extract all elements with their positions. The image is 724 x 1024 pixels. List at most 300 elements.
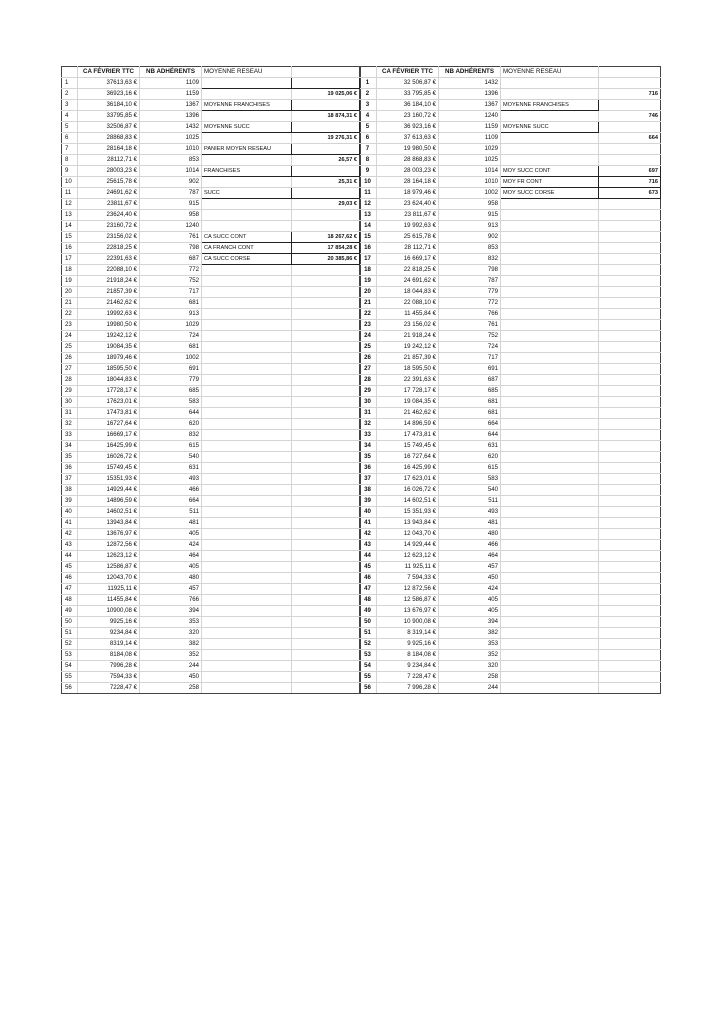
table-row — [62, 672, 360, 683]
row-index: 54 — [361, 661, 377, 672]
ca-fevrier-cell: 22088,10 € — [78, 265, 140, 276]
summary-value-cell — [599, 661, 661, 672]
nb-adherents-cell: 620 — [439, 452, 501, 463]
ca-fevrier-cell: 28 868,83 € — [377, 155, 439, 166]
summary-label-cell: MOYENNE FRANCHISES — [501, 100, 599, 111]
summary-label-cell — [202, 408, 292, 419]
summary-value-cell — [292, 331, 360, 342]
ca-fevrier-cell: 8319,14 € — [78, 639, 140, 650]
nb-adherents-cell: 1109 — [140, 78, 202, 89]
summary-label-cell — [202, 353, 292, 364]
summary-value-cell — [292, 298, 360, 309]
summary-value-cell — [599, 529, 661, 540]
summary-value-cell — [292, 452, 360, 463]
row-index: 48 — [62, 595, 78, 606]
summary-label-cell — [501, 89, 599, 100]
summary-label-cell — [501, 562, 599, 573]
summary-label-cell — [202, 364, 292, 375]
nb-adherents-cell: 915 — [439, 210, 501, 221]
summary-value-cell — [599, 342, 661, 353]
row-index: 28 — [62, 375, 78, 386]
nb-adherents-header: NB ADHÉRENTS — [439, 67, 501, 78]
nb-adherents-cell: 466 — [439, 540, 501, 551]
table-row — [361, 298, 661, 309]
summary-label-cell — [501, 221, 599, 232]
summary-label-cell — [202, 584, 292, 595]
ca-fevrier-cell: 23811,67 € — [78, 199, 140, 210]
summary-value-cell — [599, 265, 661, 276]
summary-value-cell: 18 874,31 € — [292, 111, 360, 122]
ca-fevrier-cell: 21 857,39 € — [377, 353, 439, 364]
summary-value-cell — [292, 496, 360, 507]
row-index: 41 — [361, 518, 377, 529]
nb-adherents-header: NB ADHÉRENTS — [140, 67, 202, 78]
nb-adherents-cell: 480 — [140, 573, 202, 584]
ca-fevrier-cell: 22818,25 € — [78, 243, 140, 254]
nb-adherents-cell: 913 — [140, 309, 202, 320]
summary-label-cell — [202, 177, 292, 188]
ca-fevrier-cell: 21 462,62 € — [377, 408, 439, 419]
table-row — [62, 584, 360, 595]
summary-label-cell — [202, 89, 292, 100]
summary-label-cell — [501, 672, 599, 683]
table-row — [361, 144, 661, 155]
row-index: 8 — [62, 155, 78, 166]
row-index: 30 — [62, 397, 78, 408]
row-index: 55 — [62, 672, 78, 683]
ca-fevrier-cell: 22 818,25 € — [377, 265, 439, 276]
summary-value-cell — [599, 144, 661, 155]
summary-label-cell — [501, 485, 599, 496]
summary-label-cell — [202, 111, 292, 122]
row-index: 52 — [361, 639, 377, 650]
table-row — [62, 661, 360, 672]
row-index: 44 — [62, 551, 78, 562]
row-index: 25 — [361, 342, 377, 353]
table-row — [361, 683, 661, 694]
row-index: 16 — [62, 243, 78, 254]
ca-fevrier-cell: 13 676,97 € — [377, 606, 439, 617]
table-row — [62, 166, 360, 177]
summary-value-cell — [599, 463, 661, 474]
nb-adherents-cell: 1367 — [140, 100, 202, 111]
row-index: 34 — [361, 441, 377, 452]
summary-label-cell: PANIER MOYEN RESEAU — [202, 144, 292, 155]
nb-adherents-cell: 853 — [439, 243, 501, 254]
summary-value-cell — [599, 639, 661, 650]
ca-fevrier-cell: 19980,50 € — [78, 320, 140, 331]
row-index: 22 — [361, 309, 377, 320]
summary-label-cell — [501, 254, 599, 265]
summary-value-cell — [292, 617, 360, 628]
summary-label-cell: MOY FR CONT — [501, 177, 599, 188]
nb-adherents-cell: 691 — [140, 364, 202, 375]
table-row — [62, 254, 360, 265]
ca-fevrier-cell: 33795,85 € — [78, 111, 140, 122]
summary-value-cell — [292, 661, 360, 672]
nb-adherents-cell: 511 — [439, 496, 501, 507]
ca-fevrier-cell: 16 669,17 € — [377, 254, 439, 265]
row-index: 11 — [62, 188, 78, 199]
ca-fevrier-cell: 24691,62 € — [78, 188, 140, 199]
nb-adherents-cell: 1002 — [140, 353, 202, 364]
ca-fevrier-cell: 36923,16 € — [78, 89, 140, 100]
ca-fevrier-cell: 7 228,47 € — [377, 672, 439, 683]
ca-fevrier-cell: 16 425,99 € — [377, 463, 439, 474]
ca-fevrier-cell: 21857,39 € — [78, 287, 140, 298]
ca-fevrier-cell: 14896,59 € — [78, 496, 140, 507]
summary-label-cell — [202, 331, 292, 342]
row-index: 53 — [361, 650, 377, 661]
nb-adherents-cell: 457 — [439, 562, 501, 573]
summary-value-cell — [292, 144, 360, 155]
nb-adherents-cell: 717 — [439, 353, 501, 364]
summary-label-cell — [501, 408, 599, 419]
table-row — [361, 287, 661, 298]
nb-adherents-cell: 1396 — [140, 111, 202, 122]
table-row — [62, 419, 360, 430]
table-row — [361, 331, 661, 342]
ca-fevrier-cell: 11455,84 € — [78, 595, 140, 606]
table-row — [361, 111, 661, 122]
summary-label-cell — [501, 683, 599, 694]
summary-label-cell — [501, 155, 599, 166]
summary-label-cell — [501, 386, 599, 397]
nb-adherents-cell: 244 — [439, 683, 501, 694]
ca-fevrier-cell: 12 623,12 € — [377, 551, 439, 562]
row-index: 20 — [361, 287, 377, 298]
ca-fevrier-cell: 28868,83 € — [78, 133, 140, 144]
table-row — [62, 342, 360, 353]
table-row — [62, 199, 360, 210]
row-index: 20 — [62, 287, 78, 298]
summary-label-cell — [501, 639, 599, 650]
summary-value-cell — [599, 441, 661, 452]
nb-adherents-cell: 394 — [439, 617, 501, 628]
nb-adherents-cell: 258 — [439, 672, 501, 683]
row-index: 31 — [361, 408, 377, 419]
table-row — [361, 584, 661, 595]
summary-value-cell: 746 — [599, 111, 661, 122]
nb-adherents-cell: 493 — [140, 474, 202, 485]
summary-value-cell — [599, 496, 661, 507]
nb-adherents-cell: 1029 — [439, 144, 501, 155]
row-index: 48 — [361, 595, 377, 606]
ca-fevrier-cell: 13 943,84 € — [377, 518, 439, 529]
row-index: 17 — [62, 254, 78, 265]
nb-adherents-cell: 258 — [140, 683, 202, 694]
summary-label-cell — [202, 595, 292, 606]
ca-fevrier-cell: 23624,40 € — [78, 210, 140, 221]
row-index: 3 — [62, 100, 78, 111]
row-index: 22 — [62, 309, 78, 320]
row-index: 38 — [361, 485, 377, 496]
nb-adherents-cell: 450 — [439, 573, 501, 584]
ca-fevrier-cell: 19242,12 € — [78, 331, 140, 342]
summary-label-cell — [202, 650, 292, 661]
table-row — [361, 661, 661, 672]
table-row — [361, 199, 661, 210]
summary-label-cell — [202, 606, 292, 617]
summary-label-cell — [501, 78, 599, 89]
ca-fevrier-cell: 12043,70 € — [78, 573, 140, 584]
ca-fevrier-cell: 12623,12 € — [78, 551, 140, 562]
ca-fevrier-cell: 12 586,87 € — [377, 595, 439, 606]
summary-label-cell — [202, 441, 292, 452]
nb-adherents-cell: 787 — [140, 188, 202, 199]
nb-adherents-cell: 958 — [140, 210, 202, 221]
table-row — [361, 419, 661, 430]
nb-adherents-cell: 724 — [439, 342, 501, 353]
ca-fevrier-cell: 7228,47 € — [78, 683, 140, 694]
left-table-body — [62, 78, 360, 694]
index-header — [62, 67, 78, 78]
ca-fevrier-cell: 23 624,40 € — [377, 199, 439, 210]
nb-adherents-cell: 1025 — [439, 155, 501, 166]
table-row — [62, 375, 360, 386]
summary-label-cell — [202, 133, 292, 144]
summary-label-cell — [501, 243, 599, 254]
summary-value-cell — [599, 210, 661, 221]
summary-value-cell — [599, 353, 661, 364]
table-row — [361, 232, 661, 243]
summary-value-cell — [599, 617, 661, 628]
summary-label-cell: CA FRANCH CONT — [202, 243, 292, 254]
table-row — [62, 540, 360, 551]
table-row — [62, 309, 360, 320]
row-index: 47 — [361, 584, 377, 595]
ca-fevrier-cell: 11925,11 € — [78, 584, 140, 595]
table-row — [361, 485, 661, 496]
summary-value-cell: 19 025,06 € — [292, 89, 360, 100]
summary-label-cell — [202, 419, 292, 430]
summary-label-cell — [501, 573, 599, 584]
nb-adherents-cell: 631 — [140, 463, 202, 474]
nb-adherents-cell: 853 — [140, 155, 202, 166]
summary-label-cell — [501, 606, 599, 617]
nb-adherents-cell: 1029 — [140, 320, 202, 331]
ca-fevrier-cell: 8 319,14 € — [377, 628, 439, 639]
summary-value-cell — [292, 408, 360, 419]
table-row — [62, 595, 360, 606]
ca-fevrier-cell: 18595,50 € — [78, 364, 140, 375]
nb-adherents-cell: 798 — [439, 265, 501, 276]
summary-label-cell — [202, 496, 292, 507]
table-row — [62, 232, 360, 243]
summary-value-cell — [599, 419, 661, 430]
nb-adherents-cell: 664 — [140, 496, 202, 507]
ca-fevrier-cell: 10900,08 € — [78, 606, 140, 617]
row-index: 29 — [361, 386, 377, 397]
ca-fevrier-cell: 15 749,45 € — [377, 441, 439, 452]
nb-adherents-cell: 772 — [140, 265, 202, 276]
summary-value-cell — [599, 232, 661, 243]
summary-value-cell: 673 — [599, 188, 661, 199]
summary-label-cell — [202, 485, 292, 496]
summary-label-cell: MOYENNE SUCC — [202, 122, 292, 133]
summary-label-cell — [202, 529, 292, 540]
summary-value-cell — [292, 265, 360, 276]
summary-value-cell — [599, 331, 661, 342]
table-row — [361, 122, 661, 133]
nb-adherents-cell: 687 — [439, 375, 501, 386]
nb-adherents-cell: 1010 — [439, 177, 501, 188]
table-row — [62, 320, 360, 331]
summary-value-cell — [599, 122, 661, 133]
row-index: 3 — [361, 100, 377, 111]
summary-value-cell: 18 267,62 € — [292, 232, 360, 243]
table-row — [62, 111, 360, 122]
summary-value-cell — [599, 386, 661, 397]
left-spreadsheet-table — [61, 66, 360, 694]
summary-label-cell — [501, 430, 599, 441]
nb-adherents-cell: 832 — [439, 254, 501, 265]
summary-value-cell — [292, 551, 360, 562]
row-index: 46 — [62, 573, 78, 584]
summary-label-cell — [202, 287, 292, 298]
table-row — [62, 397, 360, 408]
summary-value-cell — [292, 188, 360, 199]
row-index: 49 — [361, 606, 377, 617]
row-index: 33 — [361, 430, 377, 441]
row-index: 30 — [361, 397, 377, 408]
row-index: 56 — [62, 683, 78, 694]
ca-fevrier-cell: 7 594,33 € — [377, 573, 439, 584]
ca-fevrier-cell: 28112,71 € — [78, 155, 140, 166]
nb-adherents-cell: 405 — [439, 595, 501, 606]
table-row — [62, 353, 360, 364]
table-row — [361, 309, 661, 320]
nb-adherents-cell: 681 — [140, 342, 202, 353]
ca-fevrier-cell: 36184,10 € — [78, 100, 140, 111]
table-row — [62, 243, 360, 254]
summary-label-cell — [202, 551, 292, 562]
summary-value-cell — [599, 287, 661, 298]
row-index: 42 — [62, 529, 78, 540]
row-index: 45 — [361, 562, 377, 573]
nb-adherents-cell: 644 — [140, 408, 202, 419]
row-index: 28 — [361, 375, 377, 386]
summary-value-cell — [599, 452, 661, 463]
row-index: 2 — [62, 89, 78, 100]
summary-value-cell — [292, 606, 360, 617]
nb-adherents-cell: 615 — [140, 441, 202, 452]
summary-value-cell — [292, 221, 360, 232]
summary-label-cell — [202, 375, 292, 386]
row-index: 35 — [361, 452, 377, 463]
table-row — [62, 155, 360, 166]
summary-label-cell — [501, 210, 599, 221]
table-row — [361, 408, 661, 419]
nb-adherents-cell: 1014 — [140, 166, 202, 177]
table-row — [62, 210, 360, 221]
table-row — [62, 529, 360, 540]
summary-value-cell — [599, 584, 661, 595]
row-index: 15 — [361, 232, 377, 243]
ca-fevrier-cell: 36 184,10 € — [377, 100, 439, 111]
summary-value-cell — [599, 683, 661, 694]
summary-value-cell — [292, 650, 360, 661]
nb-adherents-cell: 766 — [140, 595, 202, 606]
row-index: 9 — [62, 166, 78, 177]
nb-adherents-cell: 681 — [140, 298, 202, 309]
ca-fevrier-cell: 32 506,87 € — [377, 78, 439, 89]
nb-adherents-cell: 913 — [439, 221, 501, 232]
summary-value-cell — [599, 606, 661, 617]
ca-fevrier-header: CA FÉVRIER TTC — [377, 67, 439, 78]
summary-value-cell — [292, 683, 360, 694]
summary-value-cell — [292, 100, 360, 111]
summary-label-cell — [202, 430, 292, 441]
ca-fevrier-cell: 13676,97 € — [78, 529, 140, 540]
ca-fevrier-cell: 28 164,18 € — [377, 177, 439, 188]
table-row — [62, 617, 360, 628]
summary-label-cell — [501, 650, 599, 661]
row-index: 32 — [62, 419, 78, 430]
ca-fevrier-cell: 17623,01 € — [78, 397, 140, 408]
table-row — [361, 265, 661, 276]
row-index: 37 — [361, 474, 377, 485]
summary-value-cell — [292, 639, 360, 650]
ca-fevrier-cell: 7 996,28 € — [377, 683, 439, 694]
ca-fevrier-cell: 19 242,12 € — [377, 342, 439, 353]
table-row — [62, 606, 360, 617]
row-index: 53 — [62, 650, 78, 661]
row-index: 52 — [62, 639, 78, 650]
summary-value-cell — [599, 298, 661, 309]
table-row — [361, 342, 661, 353]
nb-adherents-cell: 615 — [439, 463, 501, 474]
summary-label-cell: MOY SUCC CONT — [501, 166, 599, 177]
row-index: 16 — [361, 243, 377, 254]
row-index: 8 — [361, 155, 377, 166]
table-row — [361, 441, 661, 452]
row-index: 13 — [62, 210, 78, 221]
row-index: 35 — [62, 452, 78, 463]
row-index: 26 — [361, 353, 377, 364]
table-row — [62, 485, 360, 496]
summary-label-cell — [501, 309, 599, 320]
nb-adherents-cell: 691 — [439, 364, 501, 375]
nb-adherents-cell: 1025 — [140, 133, 202, 144]
summary-label-cell — [501, 342, 599, 353]
summary-value-cell — [292, 573, 360, 584]
table-row — [361, 166, 661, 177]
summary-label-cell — [202, 210, 292, 221]
nb-adherents-cell: 493 — [439, 507, 501, 518]
nb-adherents-cell: 644 — [439, 430, 501, 441]
header-row — [62, 67, 360, 78]
summary-label-cell — [202, 320, 292, 331]
table-row — [62, 463, 360, 474]
ca-fevrier-cell: 19084,35 € — [78, 342, 140, 353]
ca-fevrier-cell: 14929,44 € — [78, 485, 140, 496]
summary-value-cell — [599, 551, 661, 562]
nb-adherents-cell: 664 — [439, 419, 501, 430]
row-index: 29 — [62, 386, 78, 397]
nb-adherents-cell: 481 — [140, 518, 202, 529]
ca-fevrier-cell: 12586,87 € — [78, 562, 140, 573]
summary-label-cell — [501, 265, 599, 276]
row-index: 51 — [62, 628, 78, 639]
summary-value-cell: 20 385,86 € — [292, 254, 360, 265]
ca-fevrier-cell: 17 473,81 € — [377, 430, 439, 441]
nb-adherents-cell: 1396 — [439, 89, 501, 100]
ca-fevrier-cell: 12872,56 € — [78, 540, 140, 551]
ca-fevrier-cell: 23 156,02 € — [377, 320, 439, 331]
ca-fevrier-cell: 32506,87 € — [78, 122, 140, 133]
summary-label-cell — [501, 617, 599, 628]
